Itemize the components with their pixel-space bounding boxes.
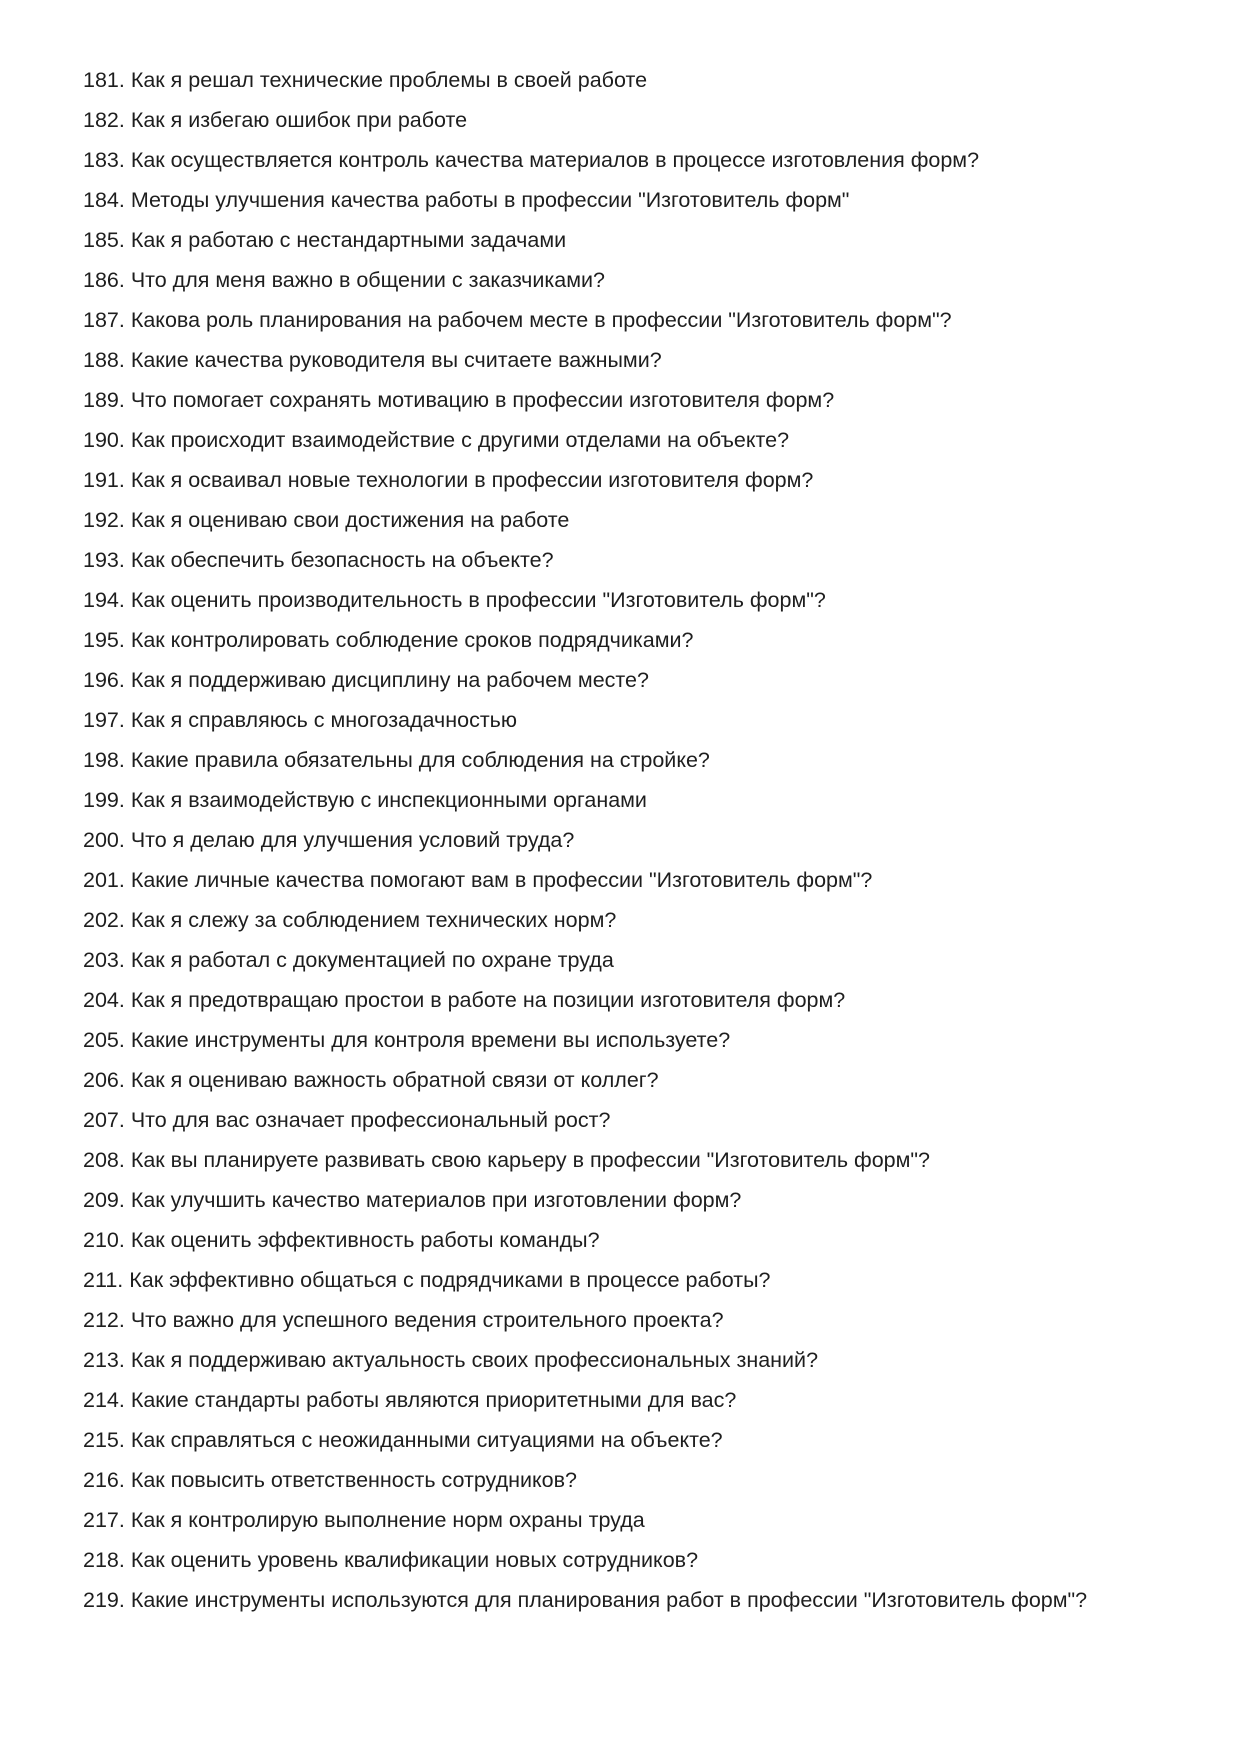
list-item: 188. Какие качества руководителя вы считаете важными?	[83, 348, 662, 372]
list-item: 183. Как осуществляется контроль качества материалов в процессе изготовления форм?	[83, 148, 980, 172]
list-item: 198. Какие правила обязательны для соблюдения на стройке?	[83, 748, 710, 772]
list-item: 191. Как я осваивал новые технологии в профессии изготовителя форм?	[83, 468, 814, 492]
list-item: 201. Какие личные качества помогают вам в профессии "Изготовитель форм"?	[83, 868, 873, 892]
list-item: 192. Как я оцениваю свои достижения на работе	[83, 508, 570, 532]
list-item: 193. Как обеспечить безопасность на объекте?	[83, 548, 554, 572]
list-item: 200. Что я делаю для улучшения условий труда?	[83, 828, 575, 852]
list-item: 190. Как происходит взаимодействие с другими отделами на объекте?	[83, 428, 790, 452]
list-item: 207. Что для вас означает профессиональный рост?	[83, 1108, 611, 1132]
list-item: 205. Какие инструменты для контроля времени вы используете?	[83, 1028, 731, 1052]
list-item: 194. Как оценить производительность в профессии "Изготовитель форм"?	[83, 588, 826, 612]
list-item: 217. Как я контролирую выполнение норм охраны труда	[83, 1508, 645, 1532]
list-item: 208. Как вы планируете развивать свою карьеру в профессии "Изготовитель форм"?	[83, 1148, 931, 1172]
list-item: 204. Как я предотвращаю простои в работе на позиции изготовителя форм?	[83, 988, 846, 1012]
list-item: 219. Какие инструменты используются для планирования работ в профессии "Изготовитель форм"?	[83, 1588, 1088, 1612]
list-item: 195. Как контролировать соблюдение сроков подрядчиками?	[83, 628, 694, 652]
list-item: 210. Как оценить эффективность работы команды?	[83, 1228, 600, 1252]
list-item: 189. Что помогает сохранять мотивацию в профессии изготовителя форм?	[83, 388, 835, 412]
list-item: 216. Как повысить ответственность сотрудников?	[83, 1468, 577, 1492]
list-item: 215. Как справляться с неожиданными ситуациями на объекте?	[83, 1428, 723, 1452]
list-item: 182. Как я избегаю ошибок при работе	[83, 108, 468, 132]
list-item: 202. Как я слежу за соблюдением технических норм?	[83, 908, 617, 932]
list-item: 184. Методы улучшения качества работы в профессии "Изготовитель форм"	[83, 188, 850, 212]
list-item: 187. Какова роль планирования на рабочем месте в профессии "Изготовитель форм"?	[83, 308, 952, 332]
list-item: 211. Как эффективно общаться с подрядчиками в процессе работы?	[83, 1268, 771, 1292]
list-item: 181. Как я решал технические проблемы в своей работе	[83, 68, 648, 92]
list-item: 185. Как я работаю с нестандартными задачами	[83, 228, 567, 252]
list-item: 214. Какие стандарты работы являются приоритетными для вас?	[83, 1388, 737, 1412]
list-item: 186. Что для меня важно в общении с заказчиками?	[83, 268, 605, 292]
question-list	[83, 60, 1163, 1620]
list-item: 196. Как я поддерживаю дисциплину на рабочем месте?	[83, 668, 649, 692]
list-item: 212. Что важно для успешного ведения строительного проекта?	[83, 1308, 724, 1332]
list-item: 197. Как я справляюсь с многозадачностью	[83, 708, 517, 732]
list-item: 218. Как оценить уровень квалификации новых сотрудников?	[83, 1548, 699, 1572]
list-item: 213. Как я поддерживаю актуальность своих профессиональных знаний?	[83, 1348, 819, 1372]
list-item: 209. Как улучшить качество материалов при изготовлении форм?	[83, 1188, 742, 1212]
list-item: 206. Как я оцениваю важность обратной связи от коллег?	[83, 1068, 659, 1092]
list-item: 203. Как я работал с документацией по охране труда	[83, 948, 614, 972]
list-item: 199. Как я взаимодействую с инспекционными органами	[83, 788, 647, 812]
